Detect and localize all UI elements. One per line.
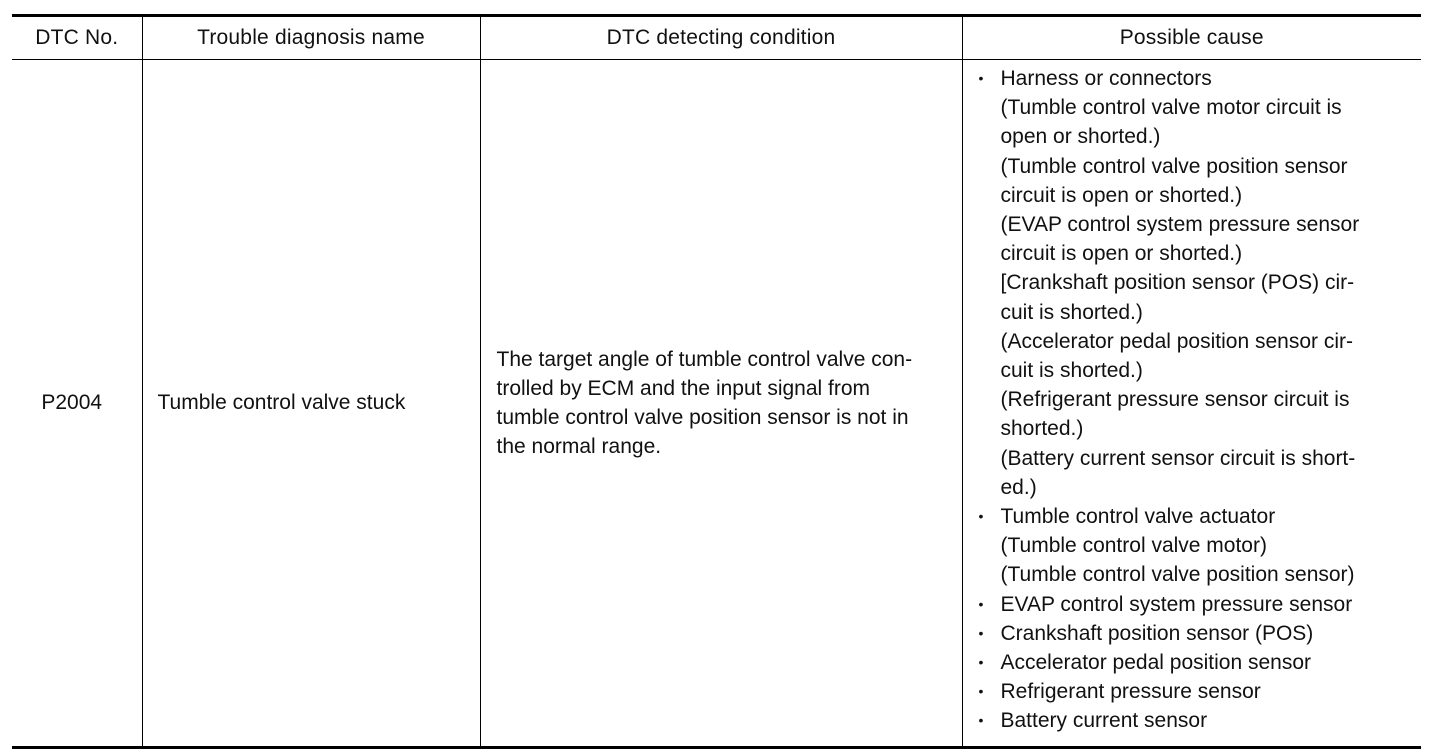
cause-title: Crankshaft position sensor (POS): [1000, 621, 1314, 645]
cause-detail-line: (Tumble control valve motor): [1000, 534, 1267, 558]
cause-item: [963, 706, 1422, 735]
cause-item: [963, 619, 1422, 648]
cause-detail-line: circuit is open or shorted.): [1000, 242, 1243, 266]
cause-detail-line: (Tumble control valve motor circuit is: [1000, 96, 1342, 120]
cause-item: [963, 648, 1422, 677]
bullet-icon: •: [978, 595, 984, 612]
header-trouble-diagnosis-name: Trouble diagnosis name: [142, 16, 480, 60]
cause-item: [963, 502, 1422, 590]
bullet-icon: •: [978, 654, 984, 671]
cause-detail-line: [Crankshaft position sensor (POS) cir-: [1000, 271, 1355, 295]
cause-detail-line: ed.): [1000, 475, 1037, 499]
cause-title: Tumble control valve actuator: [1000, 505, 1276, 529]
header-row: [12, 16, 1421, 60]
condition-line: tumble control valve position sensor is not in: [496, 405, 909, 429]
cause-detail-line: cuit is shorted.): [1000, 359, 1143, 383]
cause-detail-line: (Tumble control valve position sensor: [1000, 154, 1348, 178]
cause-detail-line: (Battery current sensor circuit is short-: [1000, 446, 1356, 470]
bullet-icon: •: [978, 683, 984, 700]
dtc-number-cell: P2004: [12, 60, 142, 748]
condition-line: the normal range.: [496, 434, 662, 458]
possible-cause-cell: [962, 60, 1421, 748]
cause-title: Accelerator pedal position sensor: [1000, 651, 1312, 675]
table-row: [12, 60, 1421, 748]
bullet-icon: •: [978, 508, 984, 525]
bullet-icon: •: [978, 712, 984, 729]
header-dtc-no: DTC No.: [12, 16, 142, 60]
cause-title: EVAP control system pressure sensor: [1000, 592, 1353, 616]
cause-detail-line: (Tumble control valve position sensor): [1000, 563, 1355, 587]
cause-detail-line: cuit is shorted.): [1000, 300, 1143, 324]
condition-line: trolled by ECM and the input signal from: [496, 376, 871, 400]
dtc-table: [12, 14, 1421, 749]
cause-title: Harness or connectors: [1000, 67, 1212, 90]
cause-detail-line: shorted.): [1000, 417, 1084, 441]
cause-item: [963, 590, 1422, 619]
bullet-icon: •: [978, 70, 984, 86]
cause-detail-line: open or shorted.): [1000, 125, 1161, 149]
detecting-condition-cell: [480, 60, 962, 748]
cause-item: [963, 64, 1422, 502]
bullet-icon: •: [978, 624, 984, 641]
cause-detail-line: (Accelerator pedal position sensor cir-: [1000, 329, 1353, 353]
header-possible-cause: Possible cause: [962, 16, 1421, 60]
diagnosis-name-cell: Tumble control valve stuck: [142, 60, 480, 748]
cause-title: Battery current sensor: [1000, 709, 1208, 733]
cause-title: Refrigerant pressure sensor: [1000, 680, 1261, 704]
condition-line: The target angle of tumble control valve con-: [496, 347, 913, 371]
cause-detail-line: (EVAP control system pressure sensor: [1000, 213, 1360, 237]
cause-detail-line: (Refrigerant pressure sensor circuit is: [1000, 388, 1350, 412]
possible-cause-list: [963, 64, 1422, 736]
header-dtc-detecting-condition: DTC detecting condition: [480, 16, 962, 60]
cause-item: [963, 677, 1422, 706]
cause-detail-line: circuit is open or shorted.): [1000, 183, 1243, 207]
